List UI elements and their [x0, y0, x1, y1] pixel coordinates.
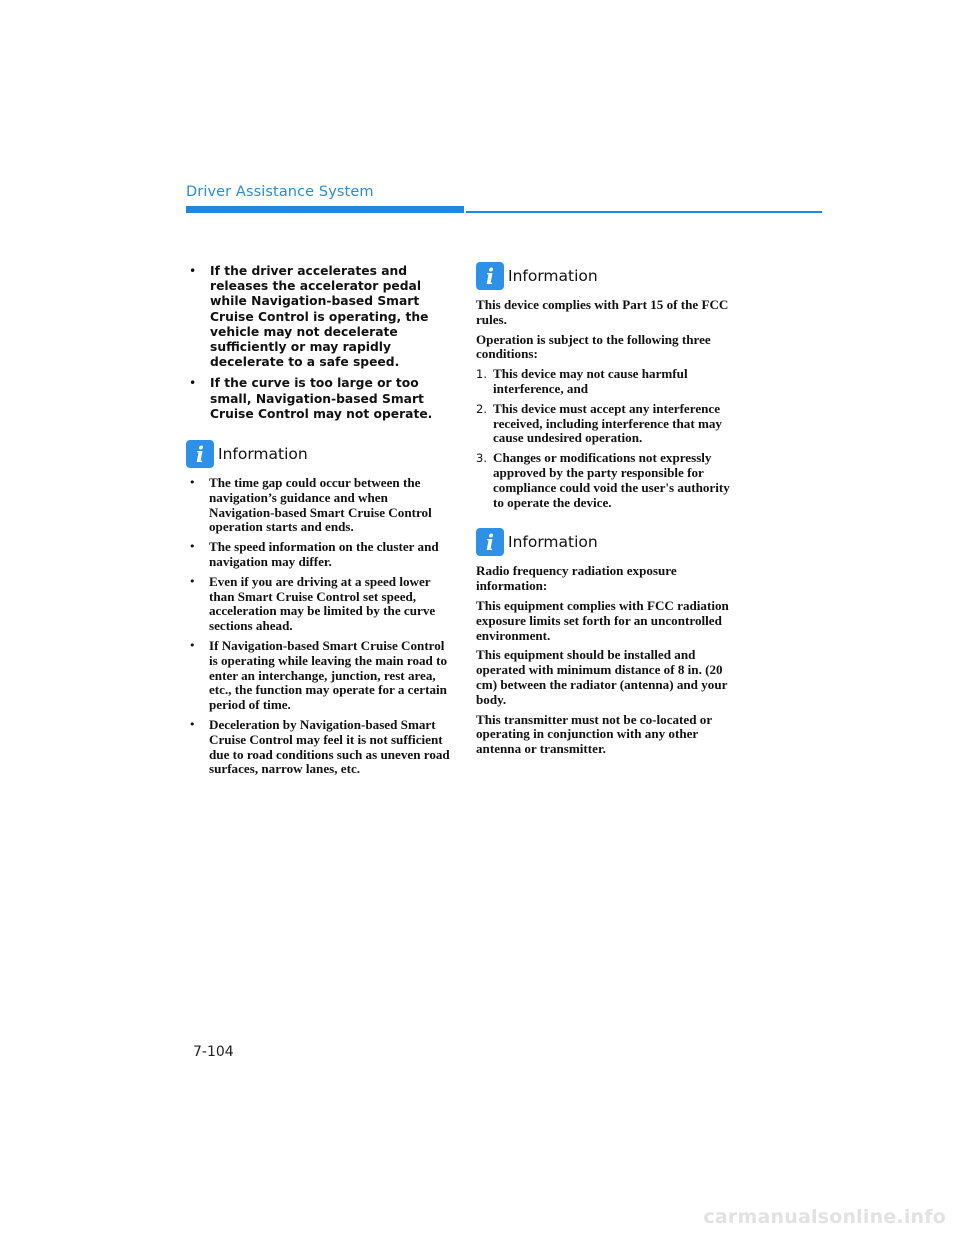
condition-item: [476, 367, 738, 397]
info-bullet-list: [186, 476, 452, 777]
info-title: Information: [508, 267, 598, 285]
info-title: Information: [508, 533, 598, 552]
info-icon: i: [476, 262, 504, 290]
caution-bullet: • If the curve is too large or too small, Navigation-based Smart Cruise Control may not operate.: [186, 376, 452, 422]
condition-text: Changes or modifications not expressly approved by the party responsible for compliance could void the user's authority to operate the device.: [493, 450, 730, 510]
info-paragraph: Radio frequency radiation exposure information:: [476, 563, 677, 594]
info-heading: [476, 528, 738, 556]
conditions-list: [476, 367, 738, 510]
caution-bullet: • If the driver accelerates and releases the accelerator pedal while Navigation-based Smart Cruise Control is operating, the vehicle may not decelerate sufficiently or may rapidly decelerate to a safe speed.: [186, 264, 452, 370]
condition-number: 2.: [476, 401, 487, 416]
info-bullet: • Deceleration by Navigation-based Smart Cruise Control may feel it is not sufficient due to road conditions such as uneven road surfaces, narrow lanes, etc.: [186, 718, 452, 777]
info-bullet: • The time gap could occur between the navigation’s guidance and when Navigation-based Smart Cruise Control operation starts and ends.: [186, 476, 452, 535]
section-header-title: Driver Assistance System: [186, 184, 374, 200]
info-paragraph: This device complies with Part 15 of the FCC rules.: [476, 297, 729, 327]
info-bullet: • Even if you are driving at a speed lower than Smart Cruise Control set speed, acceleration may be limited by the curve sections ahead.: [186, 575, 452, 634]
caution-bullet-list: [186, 264, 452, 422]
right-column: [476, 262, 738, 762]
condition-number: 1.: [476, 367, 487, 382]
condition-item: [476, 451, 738, 510]
info-paragraph: Operation is subject to the following three conditions:: [476, 331, 711, 362]
condition-item: [476, 402, 738, 446]
watermark: carmanualsonline.info: [703, 1206, 946, 1228]
info-heading: [476, 262, 738, 290]
left-column: [186, 264, 452, 782]
info-icon: i: [476, 528, 504, 556]
info-paragraph: This equipment complies with FCC radiation exposure limits set forth for an uncontrolled environment.: [476, 597, 729, 643]
info-paragraph: This equipment should be installed and operated with minimum distance of 8 in. (20 cm) between the radiator (antenna) and your body.: [476, 647, 728, 707]
info-paragraph: This transmitter must not be co-located or operating in conjunction with any other antenna or transmitter.: [476, 711, 712, 757]
info-icon: i: [186, 440, 214, 468]
header-rule-thick: [186, 206, 464, 213]
info-heading: [186, 440, 452, 468]
info-title: Information: [218, 445, 308, 464]
info-bullet: • If Navigation-based Smart Cruise Control is operating while leaving the main road to enter an interchange, junction, rest area, etc., the function may operate for a certain period of time.: [186, 639, 452, 713]
header-rule-thin: [466, 211, 822, 213]
condition-text: This device may not cause harmful interference, and: [493, 366, 688, 396]
info-bullet: • The speed information on the cluster and navigation may differ.: [186, 540, 452, 570]
condition-text: This device must accept any interference received, including interference that may cause undesired operation.: [493, 400, 722, 446]
page-number: 7-104: [193, 1044, 234, 1060]
condition-number: 3.: [476, 451, 487, 466]
